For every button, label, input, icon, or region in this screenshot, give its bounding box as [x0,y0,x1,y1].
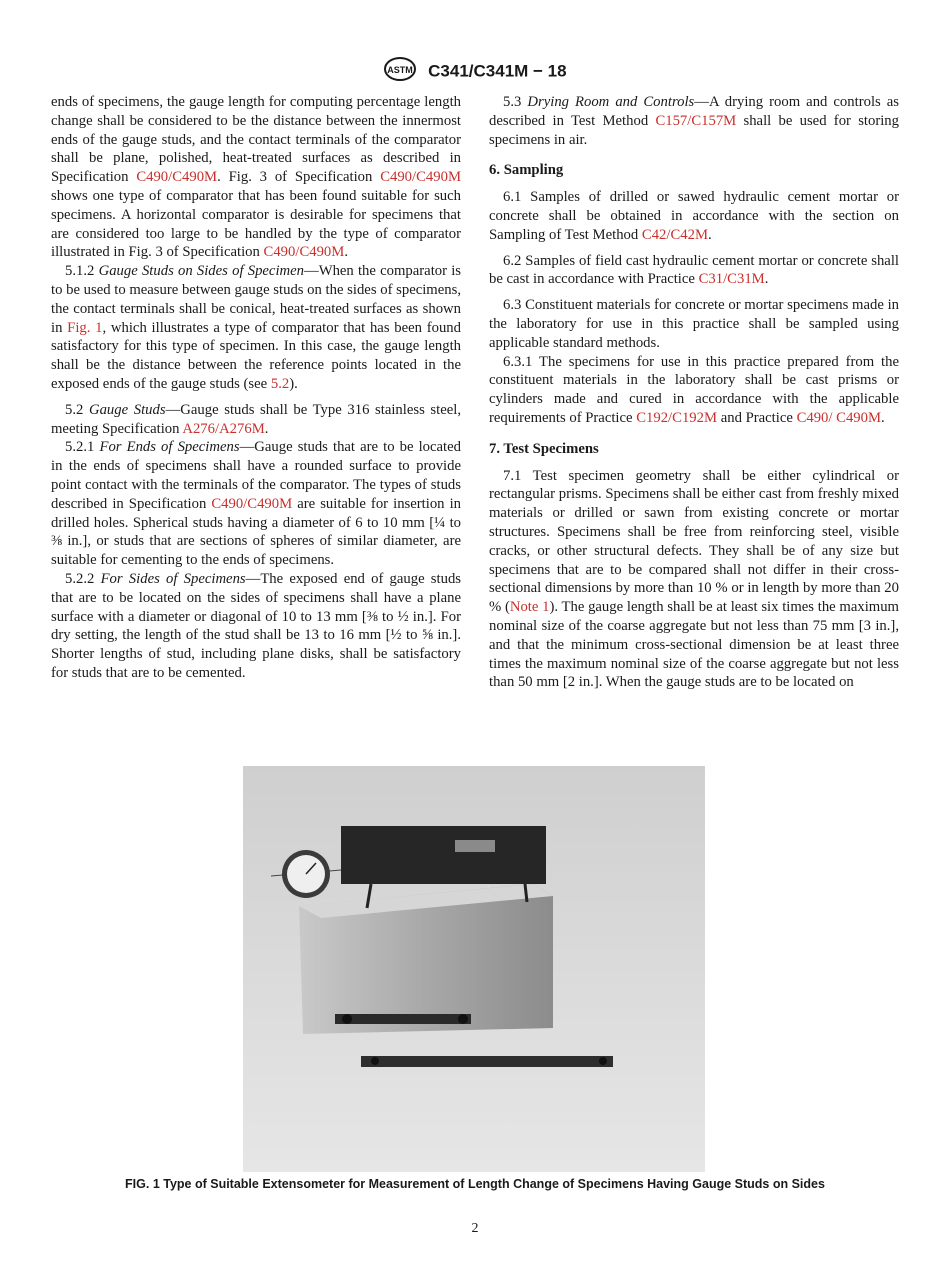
right-column [489,93,899,692]
ref-link[interactable]: C490/C490M [380,169,461,186]
svg-text:ASTM: ASTM [387,65,414,75]
section-heading-sampling: 6. Sampling [489,162,564,179]
paragraph-5-2: 5.2 Gauge Studs—Gauge studs shall be Type 316 stainless steel, meeting Specification A276/A276M. [51,401,461,437]
ref-link[interactable]: C490/ C490M [796,409,882,426]
astm-logo-icon [383,56,417,87]
paragraph-5-3: 5.3 Drying Room and Controls—A drying room and controls as described in Test Method C157/C157M shall be used for storing specimens in air. [489,94,899,148]
ref-link[interactable]: Note 1 [509,599,550,616]
spacer-bar [361,1056,613,1067]
ref-link[interactable]: A276/A276M [182,420,265,437]
designation: C341/C341M − 18 [428,61,567,81]
ref-link[interactable]: C490/C490M [263,244,345,261]
ref-link[interactable]: C490/C490M [136,169,218,186]
paragraph-6-3-1: 6.3.1 The specimens for use in this practice prepared from the constituent materials in the laboratory shall be cast prisms or cylinders made and cured in accordance with the applicable requirements of Practice C192/C192M and Practice C490/ C490M. [489,353,899,426]
page-header [0,56,950,87]
paragraph-7-1: 7.1 Test specimen geometry shall be either cylindrical or rectangular prisms. Specimens shall be either cast from freshly mixed materials or drilled or sawn from existing concrete or mortar structures. Specimens shall be free from reinforcing steel, visible cracks, or other structural defects. They shall be of any size but specimens that are to be compared shall not differ in their cross-sectional dimensions by more than 10 % or in length by more than 20 % (Note 1). The gauge length shall be at least six times the maximum nominal size of the coarse aggregate but not less than 75 mm [3 in.], and that the minimum cross-sectional dimension be at least three times the maximum nominal size of the coarse aggregate but not less than 50 mm [2 in.]. When the gauge studs are to be located on [489,467,899,691]
ref-link[interactable]: Fig. 1 [67,319,103,336]
paragraph-6-2: 6.2 Samples of field cast hydraulic cement mortar or concrete shall be cast in accordance with Practice C31/C31M. [489,252,899,288]
paragraph-5-2-1: 5.2.1 For Ends of Specimens—Gauge studs that are to be located in the ends of specimens shall have a rounded surface to provide point contact with the terminals of the comparator. The types of studs described in Specification C490/C490M are suitable for insertion in drilled holes. Spherical studs having a diameter of 6 to 10 mm [¼ to ⅜ in.], or studs that are sections of spheres of similar diameter, are suitable for cementing to the ends of specimens. [51,439,461,569]
ref-link[interactable]: C42/C42M [641,226,709,243]
left-column [51,93,461,683]
ref-link[interactable]: C31/C31M [698,271,765,288]
comparator-body [341,826,546,884]
page-number: 2 [471,1221,479,1236]
reference-bar [335,1014,471,1024]
figure-caption: FIG. 1 Type of Suitable Extensometer for Measurement of Length Change of Specimens Having Gauge Studs on Sides [125,1177,825,1191]
paragraph-5-2-2: 5.2.2 For Sides of Specimens—The exposed end of gauge studs that are to be located on the sides of specimens shall have a plane surface with a diameter or diagonal of 10 to 13 mm [⅜ to ½ in.]. For dry setting, the length of the stud shall be 13 to 16 mm [½ to ⅝ in.]. Shorter lengths of stud, including plane disks, shall be satisfactory for studs that are to be cemented. [51,570,462,681]
ref-link[interactable]: 5.2 [270,375,290,392]
ref-link[interactable]: C157/C157M [655,112,737,129]
paragraph-continued: ends of specimens, the gauge length for computing percentage length change shall be considered to be the distance between the innermost ends of the gauge studs, and the contact terminals of the comparator shall be plane, polished, heat-treated surfaces as described in Specification C490/C490M. Fig. 3 of Specification C490/C490M shows one type of comparator that has been found suitable for such specimens. A horizontal comparator is desirable for specimens that are considered too large to be handled by the type of comparator illustrated in Fig. 3 of Specification C490/C490M. [51,94,461,261]
paragraph-6-1: 6.1 Samples of drilled or sawed hydraulic cement mortar or concrete shall be obtained in accordance with the section on Sampling of Test Method C42/C42M. [489,189,899,243]
ref-link[interactable]: C490/C490M [211,495,293,512]
paragraph-6-3: 6.3 Constituent materials for concrete or mortar specimens made in the laboratory for use in this practice shall be sampled using applicable standard methods. [489,297,899,351]
ref-link[interactable]: C192/C192M [636,409,718,426]
paragraph-5-1-2: 5.1.2 Gauge Studs on Sides of Specimen—When the comparator is to be used to measure between gauge studs on the sides of specimens, the contact terminals shall be conical, heat-treated surfaces as shown in Fig. 1, which illustrates a type of comparator that has been found satisfactory for this type of specimen. In this case, the gauge length shall be the distance between the reference points located in the exposed ends of the gauge studs (see 5.2). [51,263,462,392]
section-heading-test-specimens: 7. Test Specimens [489,440,599,457]
figure-1-photo [243,766,705,1172]
